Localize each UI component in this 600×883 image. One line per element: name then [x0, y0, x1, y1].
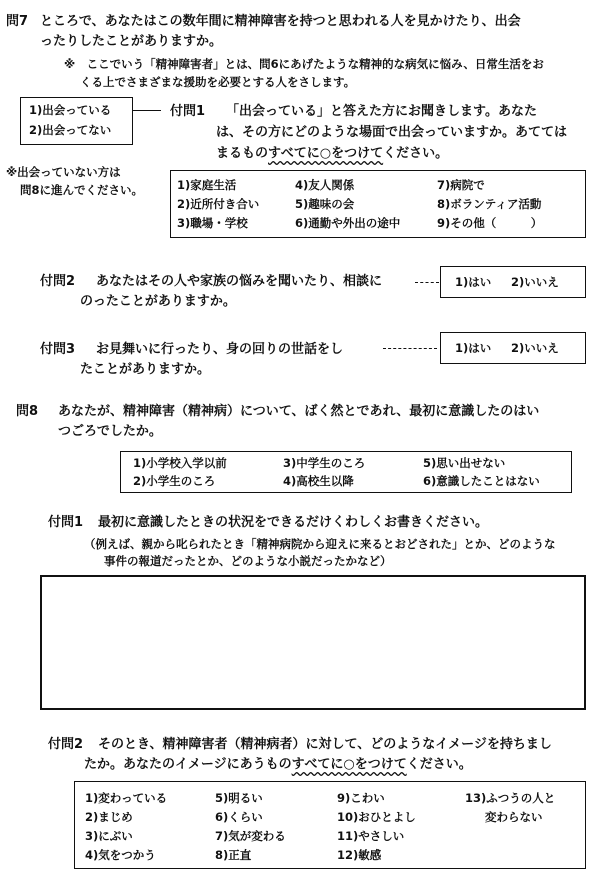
q7-options-box — [20, 97, 133, 145]
q8-sub2-option[interactable]: 7)気が変わる — [215, 829, 286, 843]
q7-sub3-label: 付問3 — [40, 342, 76, 357]
q7-connector-line — [133, 110, 161, 111]
q7-sub1-text-line2: は、その方にどのような場面で出会っていますか。あてては — [216, 125, 568, 140]
q8-option[interactable]: 4)高校生以降 — [283, 474, 354, 488]
q7-sub3-text-line1: お見舞いに行ったり、身の回りの世話をし — [96, 342, 344, 357]
emphasis-all-circle: すべてに○をつけて — [268, 146, 384, 161]
q8-sub1-label: 付問1 — [48, 515, 84, 530]
q7-sub2-text-line1: あなたはその人や家族の悩みを聞いたり、相談に — [96, 274, 383, 289]
q7-sub2-option-yes[interactable]: 1)はい — [455, 275, 492, 289]
q7-sub1-option[interactable]: 7)病院で — [437, 178, 485, 192]
q7-note-line1: ※ ここでいう「精神障害者」とは、問6にあげたような精神的な病気に悩み、日常生活をお — [64, 57, 544, 71]
q7-sub1-text-line1: 「出会っている」と答えた方にお聞きします。あなた — [226, 104, 537, 119]
q8-sub2-option[interactable]: 8)正直 — [215, 848, 252, 862]
q7-note-line2: くる上でさまざまな援助を必要とする人をさします。 — [80, 75, 356, 89]
q8-sub1-answer-box[interactable] — [40, 575, 586, 710]
q7-sub2-label: 付問2 — [40, 274, 76, 289]
q8-sub2-text-line1: そのとき、精神障害者（精神病者）に対して、どのようなイメージを持ちまし — [98, 737, 552, 752]
q7-sub3-option-yes[interactable]: 1)はい — [455, 341, 492, 355]
q7-sub1-option[interactable]: 6)通勤や外出の途中 — [295, 216, 401, 230]
q8-option[interactable]: 2)小学生のころ — [133, 474, 216, 488]
q7-sub1-option[interactable]: 2)近所付き合い — [177, 197, 260, 211]
q8-sub2-option[interactable]: 12)敏感 — [337, 848, 382, 862]
q7-sub1-option[interactable]: 3)職場・学校 — [177, 216, 248, 230]
q7-sub1-options-box — [170, 170, 586, 238]
q8-sub2-option[interactable]: 13)ふつうの人と — [465, 791, 556, 805]
q8-sub2-option-cont: 変わらない — [485, 810, 543, 824]
q8-sub2-option[interactable]: 6)くらい — [215, 810, 263, 824]
q7-text-line2: ったりしたことがありますか。 — [40, 34, 223, 49]
q8-option[interactable]: 6)意識したことはない — [423, 474, 540, 488]
q7-option-met[interactable]: 1)出会っている — [29, 103, 112, 117]
q7-text-line1: ところで、あなたはこの数年間に精神障害を持つと思われる人を見かけたり、出会 — [40, 14, 521, 29]
q7-sub2-text-line2: のったことがありますか。 — [80, 294, 236, 309]
q7-sub1-option[interactable]: 1)家庭生活 — [177, 178, 237, 192]
q8-sub1-example-line2: 事件の報道だったとか、どのような小説だったかなど） — [104, 554, 392, 568]
q8-options-box — [120, 451, 572, 493]
q7-not-met-note-line1: ※出会っていない方は — [6, 165, 121, 179]
q7-option-not-met[interactable]: 2)出会ってない — [29, 123, 112, 137]
q8-sub2-option[interactable]: 10)おひとよし — [337, 810, 416, 824]
q7-sub1-option[interactable]: 8)ボランティア活動 — [437, 197, 542, 211]
q8-sub2-option[interactable]: 9)こわい — [337, 791, 385, 805]
q8-option[interactable]: 5)思い出せない — [423, 456, 506, 470]
q8-sub2-option[interactable]: 4)気をつかう — [85, 848, 156, 862]
q7-sub3-text-line2: たことがありますか。 — [80, 362, 211, 377]
q8-sub2-label: 付問2 — [48, 737, 84, 752]
q7-sub2-options-box — [440, 266, 586, 298]
q7-sub1-option[interactable]: 9)その他（ ） — [437, 216, 543, 230]
q7-sub1-label: 付問1 — [170, 104, 206, 119]
q8-sub1-example-line1: （例えば、親から叱られたとき「精神病院から迎えに来るとおどされた」とか、どのような — [84, 537, 556, 551]
q7-label: 問7 — [6, 14, 29, 29]
q7-sub3-leader — [383, 348, 437, 349]
q8-label: 問8 — [16, 404, 39, 419]
q7-sub3-options-box — [440, 332, 586, 364]
q8-sub1-text: 最初に意識したときの状況をできるだけくわしくお書きください。 — [98, 515, 489, 530]
q8-sub2-option[interactable]: 11)やさしい — [337, 829, 405, 843]
q7-sub2-leader — [415, 282, 439, 283]
q8-sub2-text-line2: たか。あなたのイメージにあうものすべてに○をつけてください。 — [84, 757, 472, 772]
q7-sub2-option-no[interactable]: 2)いいえ — [511, 275, 559, 289]
q8-option[interactable]: 3)中学生のころ — [283, 456, 366, 470]
q7-sub1-option[interactable]: 4)友人関係 — [295, 178, 355, 192]
q8-sub2-option[interactable]: 2)まじめ — [85, 810, 133, 824]
emphasis-all-circle: すべてに○をつけて — [291, 757, 407, 772]
q7-sub1-text-line3: まるものすべてに○をつけてください。 — [216, 146, 449, 161]
q7-not-met-note-line2: 問8に進んでください。 — [20, 183, 144, 197]
q8-sub2-option[interactable]: 1)変わっている — [85, 791, 168, 805]
q8-text-line2: つごろでしたか。 — [58, 424, 162, 439]
q8-text-line1: あなたが、精神障害（精神病）について、ばく然とであれ、最初に意識したのはい — [58, 404, 540, 419]
q7-sub3-option-no[interactable]: 2)いいえ — [511, 341, 559, 355]
q8-sub2-options-box — [74, 781, 586, 869]
q7-sub1-option[interactable]: 5)趣味の会 — [295, 197, 355, 211]
q8-sub2-option[interactable]: 5)明るい — [215, 791, 263, 805]
q8-option[interactable]: 1)小学校入学以前 — [133, 456, 227, 470]
q8-sub2-option[interactable]: 3)にぶい — [85, 829, 133, 843]
